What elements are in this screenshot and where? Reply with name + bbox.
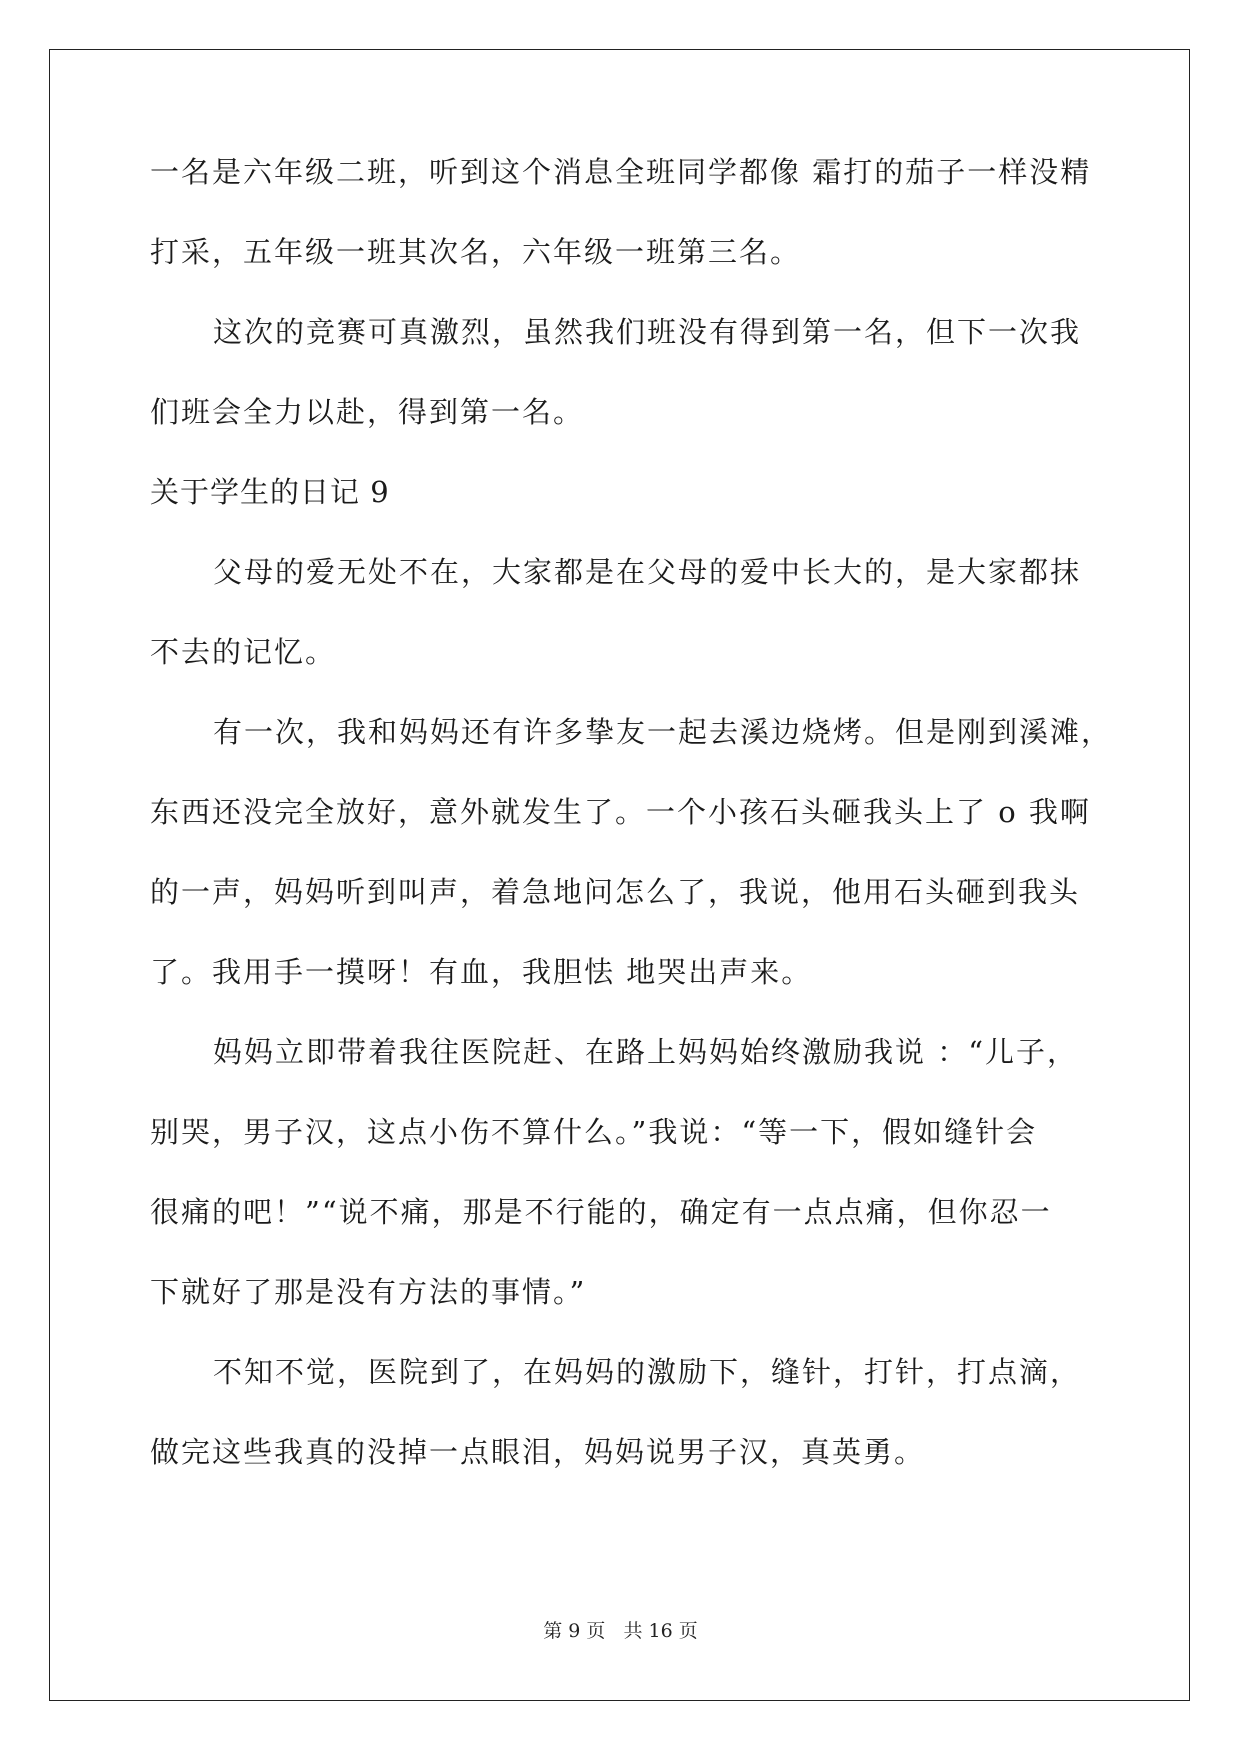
document-body — [150, 152, 1113, 1512]
paragraph-line: 们班会全力以赴，得到第一名。 — [150, 395, 585, 429]
paragraph-line: 别哭，男子汉，这点小伤不算什么。”我说：“等一下，假如缝针会 — [150, 1115, 1038, 1149]
paragraph-line: 妈妈立即带着我往医院赶、在路上妈妈始终激励我说 ：“儿子， — [213, 1035, 1079, 1069]
paragraph-line: 打采，五年级一班其次名，六年级一班第三名。 — [150, 235, 802, 269]
paragraph-line: 这次的竞赛可真激烈，虽然我们班没有得到第一名，但下一次我 — [213, 315, 1082, 349]
paragraph-line: 了。我用手一摸呀！有血，我胆怯 地哭出声来。 — [150, 955, 813, 989]
paragraph-line: 不知不觉，医院到了，在妈妈的激励下，缝针，打针，打点滴， — [213, 1355, 1082, 1389]
paragraph-line: 父母的爱无处不在，大家都是在父母的爱中长大的，是大家都抹 — [213, 555, 1082, 589]
paragraph-line: 东西还没完全放好，意外就发生了。一个小孩石头砸我头上了 o 我啊 — [150, 795, 1091, 829]
paragraph-line: 下就好了那是没有方法的事情。” — [150, 1275, 587, 1309]
paragraph-line: 做完这些我真的没掉一点眼泪，妈妈说男子汉，真英勇。 — [150, 1435, 926, 1469]
page-footer — [0, 1616, 1241, 1643]
paragraph-line: 一名是六年级二班，听到这个消息全班同学都像 霜打的茄子一样没精 — [150, 155, 1092, 189]
paragraph-line: 不去的记忆。 — [150, 635, 337, 669]
paragraph-line: 很痛的吧！”“说不痛，那是不行能的，确定有一点点痛，但你忍一 — [150, 1195, 1052, 1229]
page-total: 共 16 页 — [623, 1620, 698, 1642]
paragraph-line: 有一次，我和妈妈还有许多挚友一起去溪边烧烤。但是刚到溪滩， — [213, 715, 1113, 749]
section-heading: 关于学生的日记 9 — [150, 475, 390, 509]
page-number: 第 9 页 — [543, 1620, 606, 1642]
paragraph-line: 的一声，妈妈听到叫声，着急地问怎么了，我说，他用石头砸到我头 — [150, 875, 1081, 909]
